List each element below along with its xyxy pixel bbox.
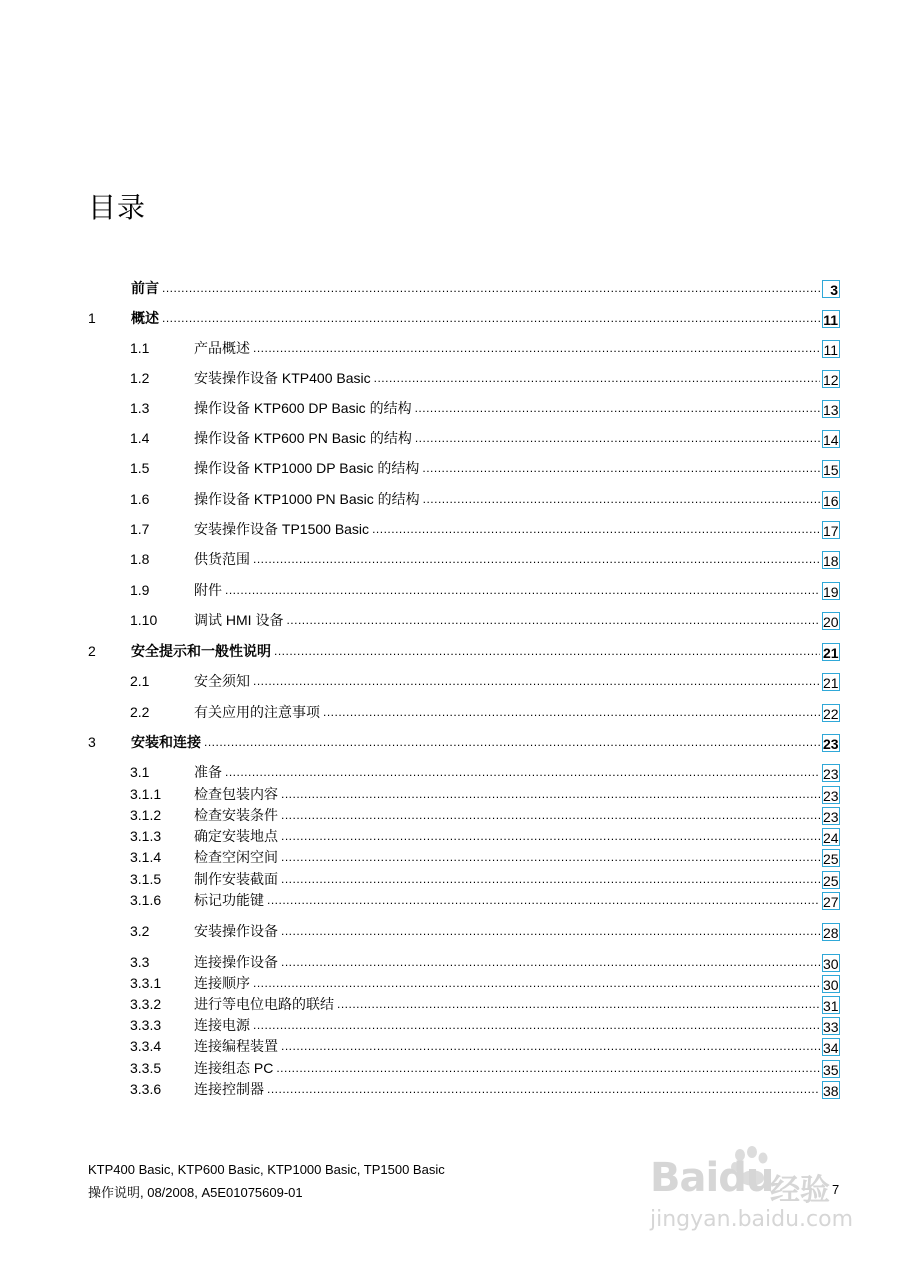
toc-entry-label[interactable]: 连接组态 PC — [194, 1060, 274, 1076]
toc-entry-label[interactable]: 安装操作设备 TP1500 Basic — [194, 521, 370, 537]
toc-entry-label[interactable]: 连接控制器 — [194, 1081, 264, 1097]
toc-page-link[interactable]: 21 — [823, 675, 839, 691]
dot-leader — [267, 1079, 820, 1099]
dot-leader — [253, 973, 820, 993]
toc-entry-label[interactable]: 操作设备 KTP600 DP Basic 的结构 — [194, 400, 412, 416]
watermark-brand-cn: 经验 — [770, 1173, 830, 1208]
toc-entry[interactable] — [88, 973, 840, 993]
toc-page-link[interactable]: 31 — [823, 998, 839, 1014]
dot-leader — [281, 1036, 820, 1056]
toc-entry-label[interactable]: 概述 — [131, 310, 159, 326]
toc-entry[interactable] — [88, 869, 840, 889]
toc-entry-label[interactable]: 安装和连接 — [131, 734, 201, 750]
toc-entry-label[interactable]: 前言 — [131, 280, 159, 296]
dot-leader — [225, 762, 820, 782]
toc-entry-number: 1.8 — [130, 551, 150, 567]
toc-entry-label[interactable]: 连接操作设备 — [194, 954, 278, 970]
toc-entry-number: 3.3.4 — [130, 1038, 162, 1054]
toc-entry-label[interactable]: 连接顺序 — [194, 975, 250, 991]
page-title: 目录 — [88, 191, 147, 224]
toc-page-link[interactable]: 13 — [823, 402, 839, 418]
toc-entry-number: 3.3.5 — [130, 1060, 162, 1076]
toc-entry-number: 1.1 — [130, 340, 150, 356]
toc-entry-label[interactable]: 安装操作设备 — [194, 923, 278, 939]
toc-entry-number: 3.3.2 — [130, 996, 162, 1012]
toc-entry-label[interactable]: 准备 — [194, 764, 222, 780]
dot-leader — [225, 580, 820, 600]
toc-entry[interactable] — [88, 610, 840, 630]
toc-entry-number: 3.1.5 — [130, 871, 162, 887]
toc-entry-label[interactable]: 检查安装条件 — [194, 807, 278, 823]
toc-entry-number: 3.1.4 — [130, 849, 162, 865]
toc-entry[interactable] — [88, 519, 840, 539]
toc-entry-number: 3.1.2 — [130, 807, 162, 823]
toc-entry-label[interactable]: 安装操作设备 KTP400 Basic — [194, 370, 371, 386]
dot-leader — [162, 278, 820, 298]
toc-entry[interactable] — [88, 952, 840, 972]
toc-entry[interactable] — [88, 489, 840, 509]
toc-entry-number: 3.3.1 — [130, 975, 162, 991]
dot-leader — [374, 368, 820, 388]
toc-page-link[interactable]: 25 — [823, 873, 839, 889]
toc-entry[interactable] — [88, 671, 840, 691]
dot-leader — [415, 398, 820, 418]
toc-entry-label[interactable]: 供货范围 — [194, 551, 250, 567]
dot-leader — [286, 610, 820, 630]
dot-leader — [253, 338, 820, 358]
toc-entry-number: 2 — [88, 643, 96, 659]
toc-entry-label[interactable]: 进行等电位电路的联结 — [194, 996, 334, 1012]
dot-leader — [415, 428, 820, 448]
toc-page-link[interactable]: 38 — [823, 1083, 839, 1099]
toc-page-link[interactable]: 14 — [823, 432, 839, 448]
toc-entry[interactable] — [88, 1036, 840, 1056]
toc-entry[interactable] — [88, 338, 840, 358]
dot-leader — [281, 826, 820, 846]
toc-page-link[interactable]: 21 — [823, 645, 839, 661]
toc-entry[interactable] — [88, 278, 840, 298]
dot-leader — [253, 671, 820, 691]
toc-page-link[interactable]: 11 — [823, 342, 838, 358]
toc-entry[interactable] — [88, 398, 840, 418]
toc-entry[interactable] — [88, 994, 840, 1014]
toc-entry-number: 1.5 — [130, 460, 150, 476]
toc-page-link[interactable]: 30 — [823, 977, 839, 993]
toc-entry[interactable] — [88, 921, 840, 941]
toc-page-link[interactable]: 34 — [823, 1040, 839, 1056]
toc-entry-label[interactable]: 操作设备 KTP600 PN Basic 的结构 — [194, 430, 412, 446]
toc-entry[interactable] — [88, 580, 840, 600]
toc-entry-number: 3.2 — [130, 923, 150, 939]
toc-entry[interactable] — [88, 1015, 840, 1035]
toc-entry-number: 1.2 — [130, 370, 150, 386]
toc-entry-number: 3.3 — [130, 954, 150, 970]
dot-leader — [281, 847, 820, 867]
toc-page-link[interactable]: 24 — [823, 830, 839, 846]
toc-entry-label[interactable]: 标记功能键 — [194, 892, 264, 908]
dot-leader — [281, 869, 820, 889]
footer-product-line: KTP400 Basic, KTP600 Basic, KTP1000 Basic, TP1500 Basic — [88, 1162, 445, 1177]
toc-page-link[interactable]: 23 — [823, 809, 839, 825]
toc-page-link[interactable]: 33 — [823, 1019, 839, 1035]
toc-entry-number: 2.2 — [130, 704, 150, 720]
dot-leader — [274, 641, 820, 661]
toc-entry-number: 1.3 — [130, 400, 150, 416]
toc-entry[interactable] — [88, 368, 840, 388]
toc-entry-number: 1.4 — [130, 430, 150, 446]
toc-page-link[interactable]: 23 — [823, 736, 839, 752]
dot-leader — [267, 890, 820, 910]
toc-page-link[interactable]: 16 — [823, 493, 839, 509]
toc-page-link[interactable]: 15 — [823, 462, 839, 478]
toc-entry-number: 1.9 — [130, 582, 150, 598]
toc-entry-number: 3.1.3 — [130, 828, 162, 844]
toc-page-link[interactable]: 25 — [823, 851, 839, 867]
toc-entry-label[interactable]: 操作设备 KTP1000 DP Basic 的结构 — [194, 460, 420, 476]
toc-page-link[interactable]: 35 — [823, 1062, 839, 1078]
toc-entry-number: 1.10 — [130, 612, 158, 628]
toc-page-link[interactable]: 22 — [823, 706, 839, 722]
toc-entry-number: 1 — [88, 310, 96, 326]
toc-entry-number: 2.1 — [130, 673, 150, 689]
toc-entry[interactable] — [88, 1058, 840, 1078]
toc-entry-label[interactable]: 操作设备 KTP1000 PN Basic 的结构 — [194, 491, 420, 507]
toc-page-link[interactable]: 27 — [823, 894, 839, 910]
baidu-watermark — [650, 1145, 860, 1245]
toc-page-link[interactable]: 23 — [823, 788, 839, 804]
toc-entry[interactable] — [88, 549, 840, 569]
toc-page-link[interactable]: 28 — [823, 925, 839, 941]
dot-leader — [281, 952, 820, 972]
toc-entry[interactable] — [88, 458, 840, 478]
toc-entry-number: 3 — [88, 734, 96, 750]
footer-document-info: 操作说明, 08/2008, A5E01075609-01 — [88, 1185, 303, 1200]
toc-page-link[interactable]: 18 — [823, 553, 839, 569]
dot-leader — [276, 1058, 820, 1078]
dot-leader — [204, 732, 820, 752]
toc-page-link[interactable]: 20 — [823, 614, 839, 630]
toc-entry-label[interactable]: 安全提示和一般性说明 — [131, 643, 271, 659]
toc-entry-label[interactable]: 检查包装内容 — [194, 786, 278, 802]
dot-leader — [422, 458, 820, 478]
dot-leader — [281, 921, 820, 941]
toc-entry-label[interactable]: 附件 — [194, 582, 222, 598]
toc-entry[interactable] — [88, 890, 840, 910]
toc-page-link[interactable]: 11 — [823, 312, 838, 328]
toc-entry[interactable] — [88, 702, 840, 722]
toc-entry-number: 3.1 — [130, 764, 150, 780]
dot-leader — [323, 702, 820, 722]
dot-leader — [337, 994, 820, 1014]
dot-leader — [281, 805, 820, 825]
toc-page-link[interactable]: 17 — [823, 523, 839, 539]
dot-leader — [253, 1015, 820, 1035]
toc-entry-number: 3.1.1 — [130, 786, 162, 802]
toc-entry[interactable] — [88, 826, 840, 846]
watermark-url: jingyan.baidu.com — [650, 1207, 854, 1232]
toc-page-link[interactable]: 12 — [823, 372, 839, 388]
toc-entry[interactable] — [88, 641, 840, 661]
toc-page-link[interactable]: 19 — [823, 584, 839, 600]
toc-entry-label[interactable]: 有关应用的注意事项 — [194, 704, 320, 720]
dot-leader — [253, 549, 820, 569]
toc-entry-label[interactable]: 连接电源 — [194, 1017, 250, 1033]
dot-leader — [162, 308, 820, 328]
toc-entry[interactable] — [88, 308, 840, 328]
toc-entry-number: 3.1.6 — [130, 892, 162, 908]
toc-page-link[interactable]: 23 — [823, 766, 839, 782]
toc-entry-number: 1.6 — [130, 491, 150, 507]
page-number: 7 — [832, 1182, 840, 1197]
toc-entry-label[interactable]: 制作安装截面 — [194, 871, 278, 887]
toc-entry-number: 3.3.3 — [130, 1017, 162, 1033]
toc-entry-label[interactable]: 确定安装地点 — [194, 828, 278, 844]
toc-entry-number: 3.3.6 — [130, 1081, 162, 1097]
toc-page-link[interactable]: 3 — [822, 280, 840, 298]
watermark-brand: Baidu — [650, 1155, 774, 1201]
toc-entry[interactable] — [88, 847, 840, 867]
toc-entry-label[interactable]: 调试 HMI 设备 — [194, 612, 284, 628]
dot-leader — [281, 784, 820, 804]
toc-entry[interactable] — [88, 762, 840, 782]
toc-page-link[interactable]: 30 — [823, 956, 839, 972]
toc-entry[interactable] — [88, 805, 840, 825]
toc-entry-label[interactable]: 检查空闲空间 — [194, 849, 278, 865]
toc-entry[interactable] — [88, 732, 840, 752]
toc-entry-number: 1.7 — [130, 521, 150, 537]
toc-entry[interactable] — [88, 1079, 840, 1099]
toc-entry-label[interactable]: 连接编程装置 — [194, 1038, 278, 1054]
dot-leader — [423, 489, 820, 509]
toc-entry-label[interactable]: 产品概述 — [194, 340, 250, 356]
toc-entry-label[interactable]: 安全须知 — [194, 673, 250, 689]
toc-entry[interactable] — [88, 784, 840, 804]
dot-leader — [372, 519, 820, 539]
toc-entry[interactable] — [88, 428, 840, 448]
